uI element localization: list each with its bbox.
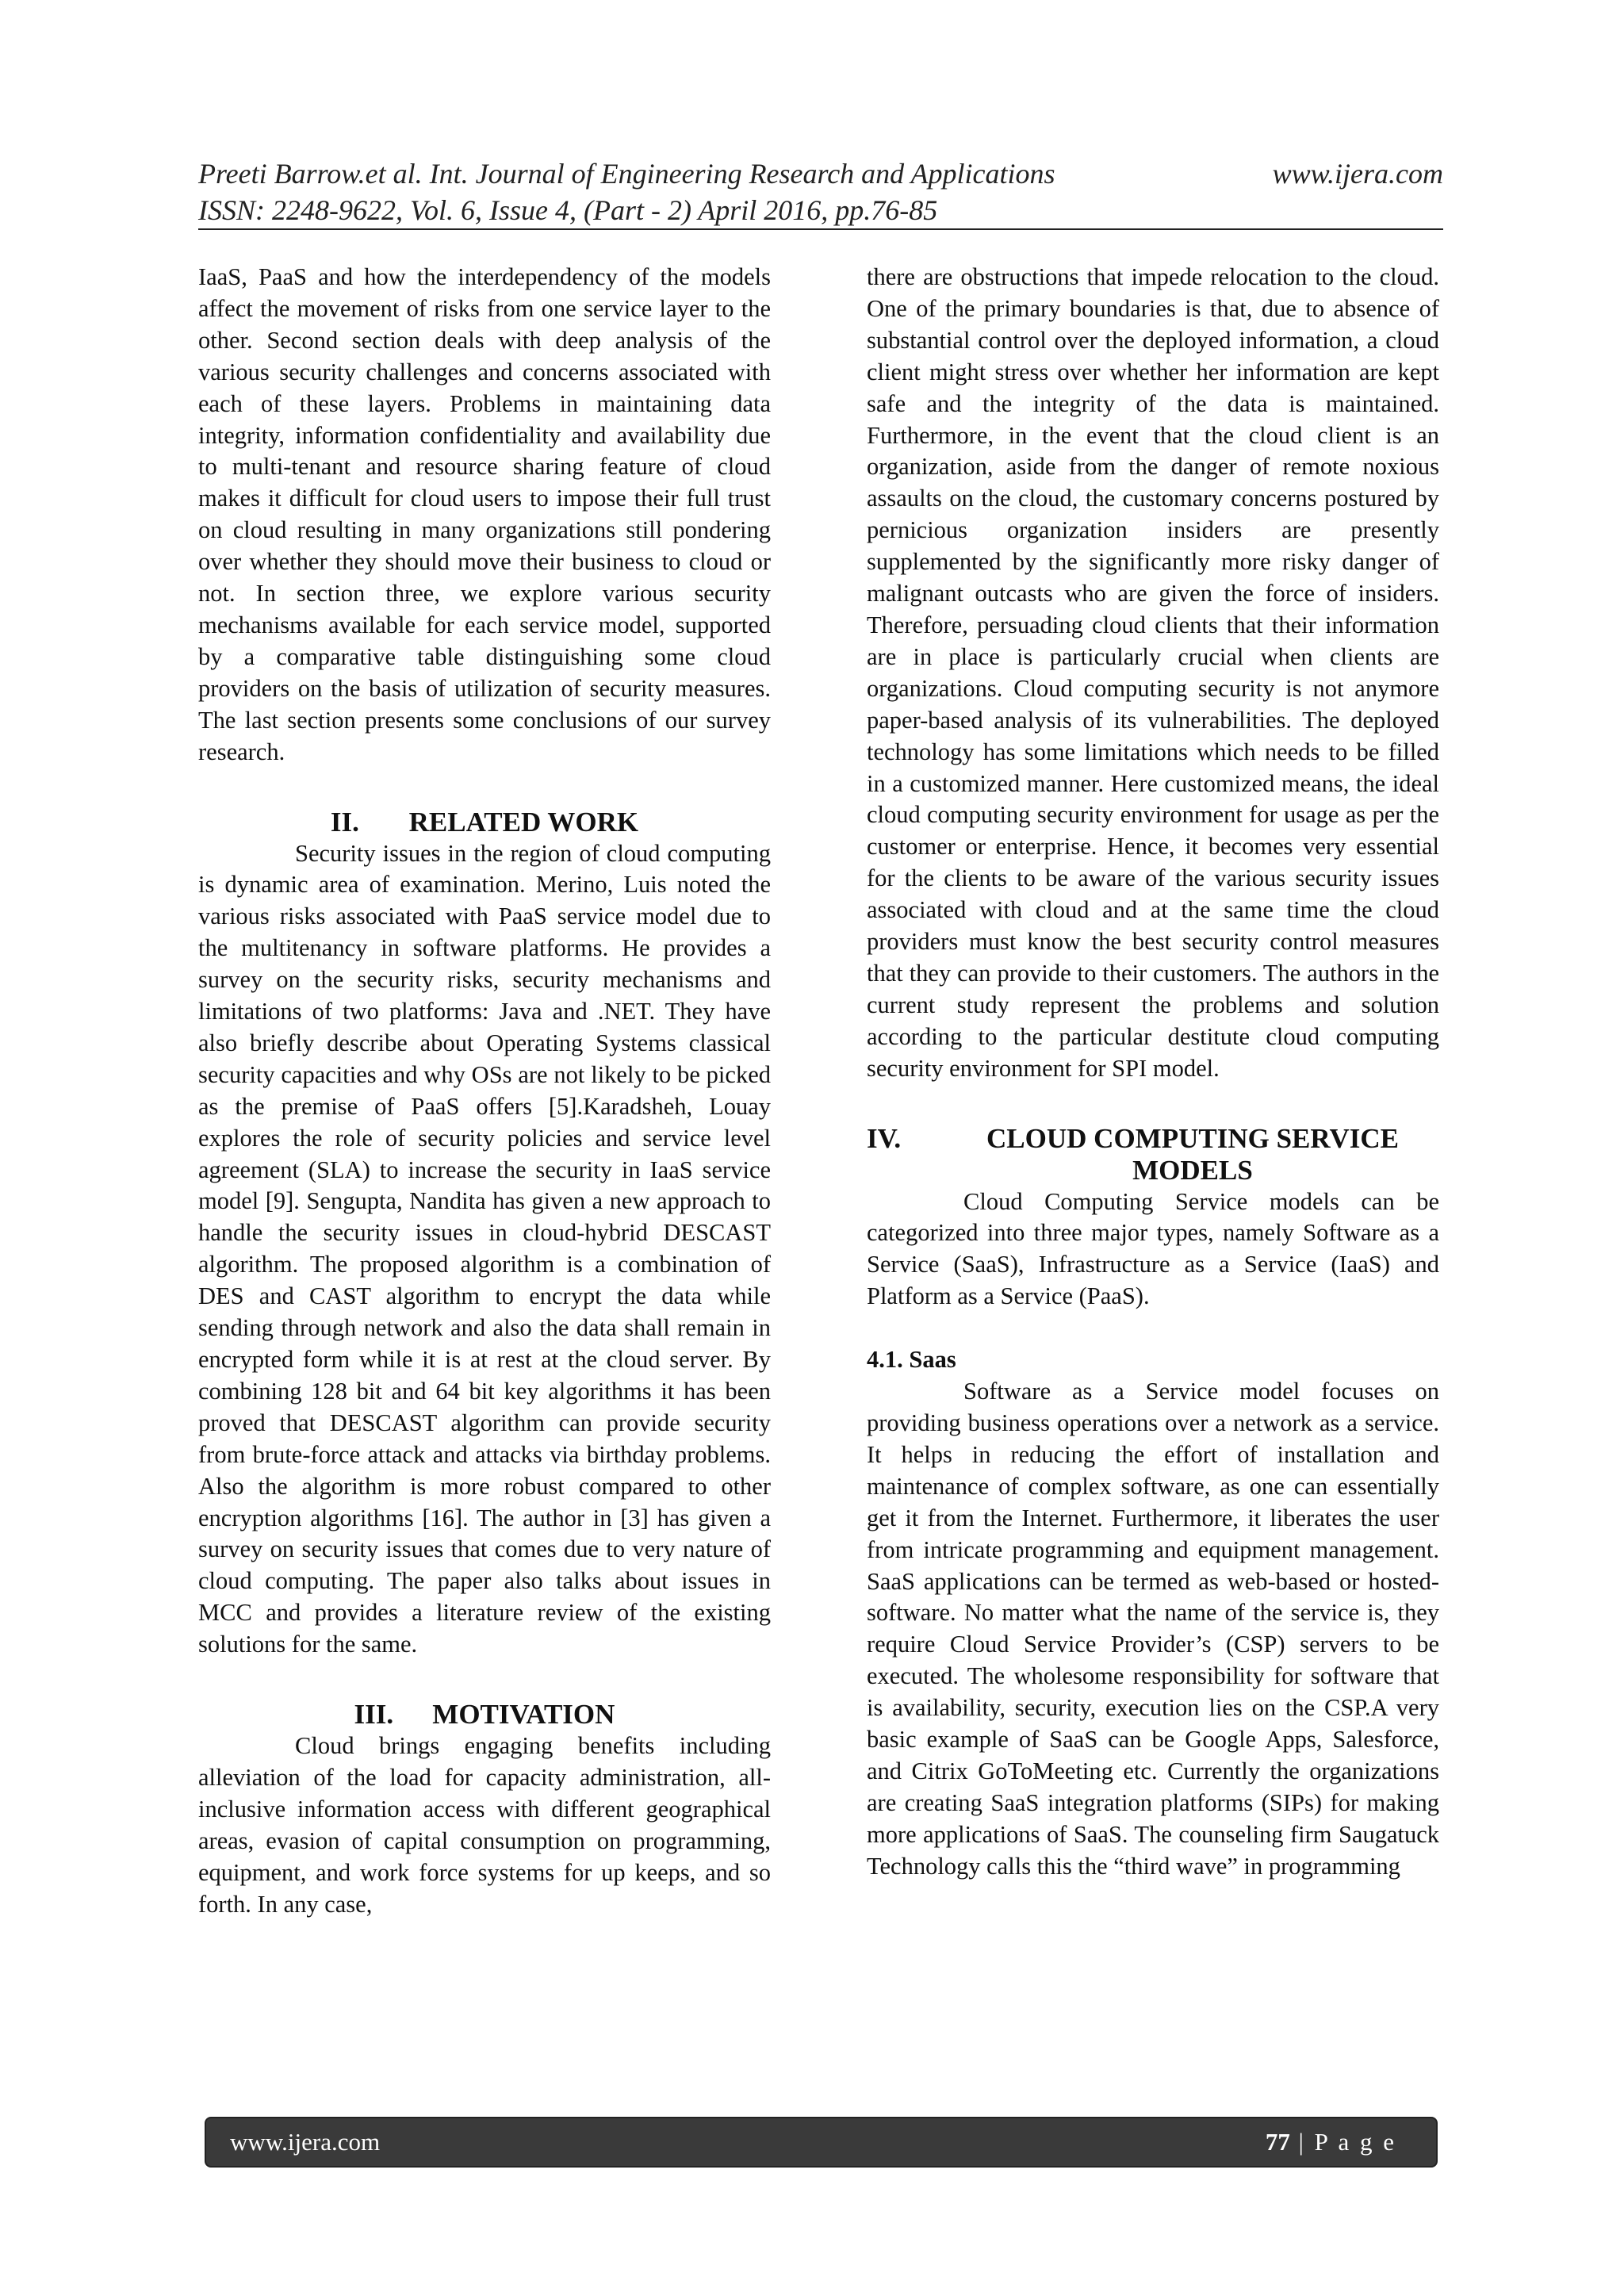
- section-title: MOTIVATION: [432, 1699, 615, 1731]
- subsection-heading-saas: 4.1. Saas: [867, 1346, 956, 1374]
- journal-citation: Preeti Barrow.et al. Int. Journal of Engineering Research and Applications: [198, 158, 1055, 190]
- page-number-label: [1266, 2128, 1396, 2156]
- motivation-paragraph: Cloud brings engaging benefits including alleviation of the load for capacity administration, all-inclusive information access with different geographical areas, evasion of capital consumption on programming, equipment, and work force systems for up keeps, and so forth. In any case,: [198, 1732, 771, 1918]
- journal-website: www.ijera.com: [1272, 158, 1443, 190]
- service-models-paragraph: Cloud Computing Service models can be categorized into three major types, namely Software as a Service (SaaS), Infrastructure as a Service (IaaS) and Platform as a Service (PaaS).: [867, 1187, 1439, 1310]
- section-heading-service-models: [867, 1123, 1439, 1186]
- issn-line: ISSN: 2248-9622, Vol. 6, Issue 4, (Part - 2) April 2016, pp.76-85: [198, 194, 938, 226]
- motivation-continuation-paragraph: there are obstructions that impede relocation to the cloud. One of the primary boundaries is that, due to absence of substantial control over the deployed information, a cloud client might stress over whether her information are kept safe and the integrity of the data is maintained. Furthermore, in the event that the cloud client is an organization, aside from the danger of remote noxious assaults on the cloud, the customary concerns postured by pernicious organization insiders are presently supplemented by the significantly more risky danger of malignant outcasts who are given the force of insiders. Therefore, persuading cloud clients that their information are in place is particularly crucial when clients are organizations. Cloud computing security is not anymore paper-based analysis of its vulnerabilities. The deployed technology has some limitations which needs to be filled in a customized manner. Here customized means, the ideal cloud computing security environment for usage as per the customer or enterprise. Hence, it becomes very essential for the clients to be aware of the various security issues associated with cloud and at the same time the cloud providers must know the best security control measures that they can provide to their customers. The authors in the current study represent the problems and solution according to the particular destitute cloud computing security environment for SPI model.: [867, 263, 1439, 1082]
- saas-paragraph: Software as a Service model focuses on providing business operations over a network as a service. It helps in reducing the effort of installation and maintenance of complex software, as one can essentially get it from the Internet. Furthermore, it liberates the user from intricate programming and equipment management. SaaS applications can be termed as web-based or hosted-software. No matter what the name of the service is, they require Cloud Service Provider’s (CSP) servers to be executed. The wholesome responsibility for software that is availability, security, execution lies on the CSP.A very basic example of SaaS can be Google Apps, Salesforce, and Citrix GoToMeeting etc. Currently the organizations are creating SaaS integration platforms (SIPs) for making more applications of SaaS. The counseling firm Saugatuck Technology calls this the “third wave” in programming: [867, 1378, 1439, 1880]
- right-column: [867, 262, 1439, 1883]
- section-title: CLOUD COMPUTING SERVICE MODELS: [986, 1122, 1399, 1186]
- running-header: [198, 155, 1443, 228]
- section-heading-motivation: [198, 1699, 771, 1731]
- section-number: II.: [330, 806, 359, 838]
- header-divider: [198, 228, 1443, 230]
- section-heading-related-work: [198, 807, 771, 838]
- page-word: | P a g e: [1289, 2128, 1396, 2156]
- page-number: 77: [1265, 2128, 1290, 2156]
- page-footer: [205, 2117, 1438, 2168]
- section-number: IV.: [867, 1122, 902, 1154]
- related-work-paragraph: Security issues in the region of cloud computing is dynamic area of examination. Merino, Luis noted the various risks associated with PaaS service model due to the multitenancy in software platforms. He provides a survey on the security risks, security mechanisms and limitations of two platforms: Java and .NET. They have also briefly describe about Operating Systems classical security capacities and why OSs are not likely to be picked as the premise of PaaS offers [5].Karadsheh, Louay explores the role of security policies and service level agreement (SLA) to increase the security in IaaS service model [9]. Sengupta, Nandita has given a new approach to handle the security issues in cloud-hybrid DESCAST algorithm. The proposed algorithm is a combination of DES and CAST algorithm to encrypt the data while sending through network and also the data shall remain in encrypted form while it is at rest at the cloud server. By combining 128 bit and 64 bit key algorithms it has been proved that DESCAST algorithm can provide security from brute-force attack and attacks via birthday problems. Also the algorithm is more robust compared to other encryption algorithms [16]. The author in [3] has given a survey on security issues that comes due to very nature of cloud computing. The paper also talks about issues in MCC and provides a literature review of the existing solutions for the same.: [198, 839, 771, 1658]
- left-column: [198, 262, 771, 1921]
- intro-continuation-paragraph: IaaS, PaaS and how the interdependency of the models affect the movement of risks from one service layer to the other. Second section deals with deep analysis of the various security challenges and concerns associated with each of these layers. Problems in maintaining data integrity, information confidentiality and availability due to multi-tenant and resource sharing feature of cloud makes it difficult for cloud users to impose their full trust on cloud resulting in many organizations still pondering over whether they should move their business to cloud or not. In section three, we explore various security mechanisms available for each service model, supported by a comparative table distinguishing some cloud providers on the basis of utilization of security measures. The last section presents some conclusions of our survey research.: [198, 263, 771, 765]
- footer-website: www.ijera.com: [230, 2128, 381, 2156]
- section-number: III.: [354, 1699, 394, 1731]
- section-title: RELATED WORK: [408, 806, 639, 838]
